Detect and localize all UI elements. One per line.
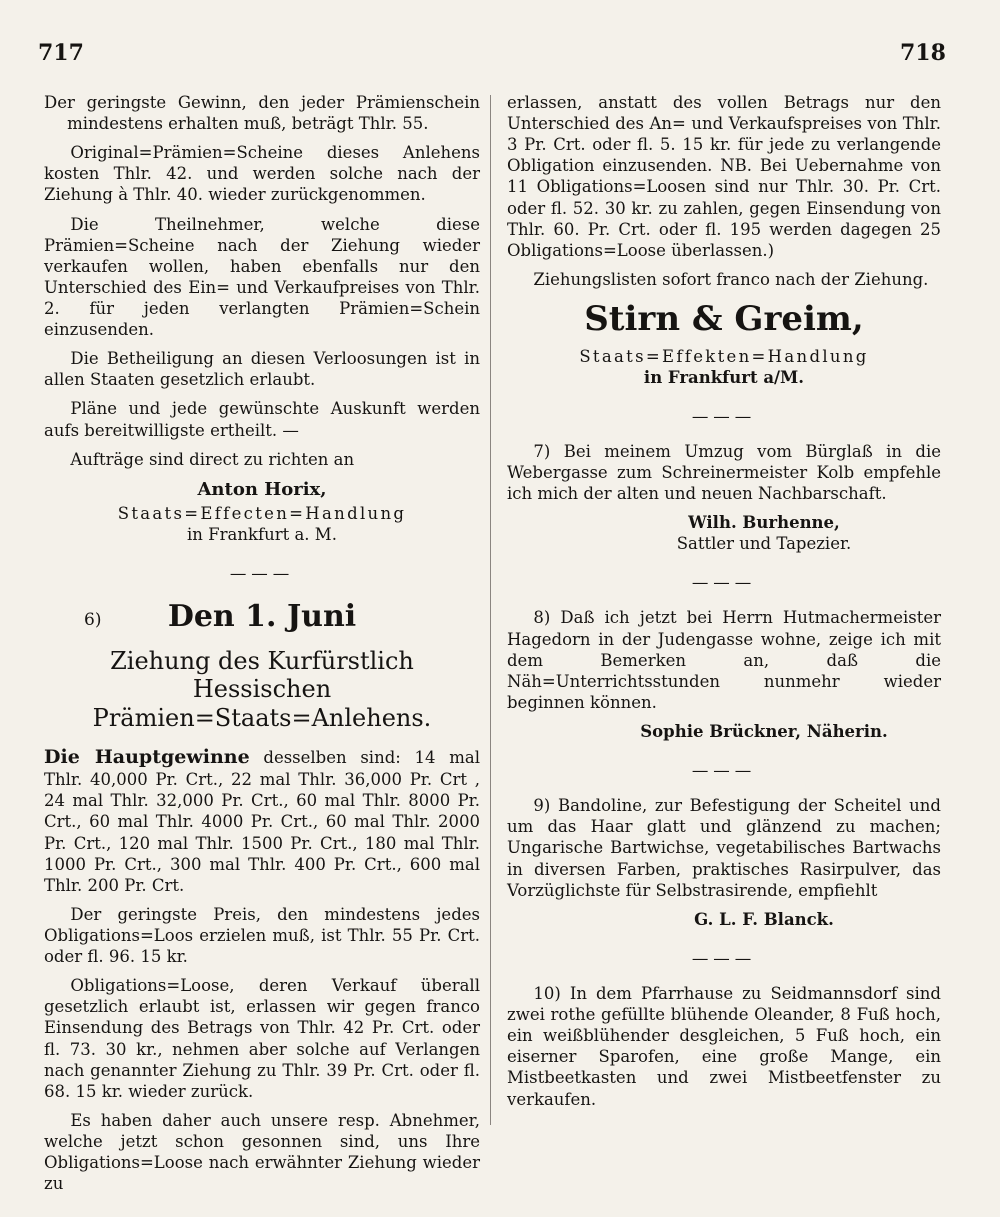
signature-name: G. L. F. Blanck. [694,909,834,929]
signature-firm: Staats=Effecten=Handlung [117,503,407,523]
paragraph: erlassen, anstatt des vollen Betrags nur den Unterschied des An= und Verkaufspreises von Thlr. 3 Pr. Crt. oder fl. 5. 15 kr. für jede zu verlangende Obligation einzusenden. NB. Bei Uebernahme von 11 Obligations=Loosen sind nur Thlr. 30. Pr. Crt. oder fl. 52. 30 kr. zu zahlen, gegen Einsendung von Thlr. 60. Pr. Crt. oder fl. 195 werden dagegen 25 Obligations=Loose überlassen.) [507,93,941,260]
paragraph: 9) Bandoline, zur Befestigung der Scheitel und um das Haar glatt und glänzend zu machen; Ungarische Bartwichse, vegetabilisches Bartwachs in diversen Farben, praktisches Rasirpulver, das Vorzüglichste für Selbstrasirende, empfiehlt [507,796,941,900]
signature-title: Sattler und Tapezier. [676,534,852,554]
page-number-left: 717 [38,40,84,66]
column-divider [490,95,491,1125]
firm-name: Stirn & Greim, [584,298,864,339]
paragraph: Ziehungslisten sofort franco nach der Ziehung. [533,269,929,289]
paragraph: Aufträge sind direct zu richten an [70,449,355,469]
paragraph-prizes [44,745,480,896]
paragraph: Die Theilnehmer, welche diese Prämien=Scheine nach der Ziehung wieder verkaufen wollen, haben ebenfalls nur den Unterschied des Ein= und Verkaufpreises von Thlr. 2. für jeden verlangten Prämien=Schein einzusenden. [44,214,480,340]
signature-name: Wilh. Burhenne, [688,513,840,533]
paragraph: 7) Bei meinem Umzug vom Bürglaß in die Webergasse zum Schreinermeister Kolb empfehle ich mich der alten und neuen Nachbarschaft. [507,441,941,504]
firm-city: in Frankfurt a/M. [643,367,805,387]
paragraph: Der geringste Preis, den mindestens jedes Obligations=Loos erzielen muß, ist Thlr. 55 Pr. Crt. oder fl. 96. 15 kr. [44,904,480,967]
section-divider: ——— [691,948,757,968]
firm-subtitle: Staats=Effekten=Handlung [579,346,869,366]
date-text: Den 1. Juni [167,599,357,635]
prizes-text: desselben sind: 14 mal Thlr. 40,000 Pr. Crt., 22 mal Thlr. 36,000 Pr. Crt , 24 mal Thlr. 32,000 Pr. Crt., 60 mal Thlr. 8000 Pr. Crt., 60 mal Thlr. 4000 Pr. Crt., 60 mal Thlr. 2000 Pr. Crt., 120 mal Thlr. 1500 Pr. Crt., 180 mal Thlr. 1000 Pr. Crt., 300 mal Thlr. 400 Pr. Crt., 600 mal Thlr. 200 Pr. Crt. [44,747,480,895]
paragraph: Pläne und jede gewünschte Auskunft werden aufs bereitwilligste ertheilt. — [44,399,480,440]
signature-city: in Frankfurt a. M. [187,524,337,544]
paragraph: 8) Daß ich jetzt bei Herrn Hutmachermeister Hagedorn in der Judengasse wohne, zeige ich mit dem Bemerken an, daß die Näh=Unterrichtsstunden nunmehr wieder beginnen können. [507,608,941,712]
paragraph: Obligations=Loose, deren Verkauf überall gesetzlich erlaubt ist, erlassen wir gegen franco Einsendung des Betrags von Thlr. 42 Pr. Crt. oder fl. 73. 30 kr., nehmen aber solche auf Verlangen nach genannter Ziehung zu Thlr. 39 Pr. Crt. oder fl. 68. 15 kr. wieder zurück. [44,976,480,1101]
right-column [507,92,941,1118]
prizes-label: Die Hauptgewinne [44,745,250,768]
paragraph: Die Betheiligung an diesen Verloosungen ist in allen Staaten gesetzlich erlaubt. [44,349,480,390]
heading-title: Ziehung des Kurfürstlich Hessischen Prämien=Staats=Anlehens. [92,646,432,733]
item-number: 6) [84,610,102,631]
paragraph: Es haben daher auch unsere resp. Abnehmer, welche jetzt schon gesonnen sind, uns Ihre Obligations=Loose nach erwähnter Ziehung wieder zu [44,1110,480,1194]
page-number-right: 718 [900,40,946,66]
section-divider: ——— [691,406,757,426]
heading-date [44,598,480,636]
section-divider: ——— [229,564,295,583]
section-divider: ——— [691,573,757,593]
signature-name: Anton Horix, [197,478,327,500]
paragraph: Original=Prämien=Scheine dieses Anlehens kosten Thlr. 42. und werden solche nach der Ziehung à Thlr. 40. wieder zurückgenommen. [44,143,480,205]
paragraph: 10) In dem Pfarrhause zu Seidmannsdorf sind zwei rothe gefüllte blühende Oleander, 8 Fuß hoch, ein weißblühender desgleichen, 5 Fuß hoch, ein eiserner Sparofen, eine große Mange, ein Mistbeetkasten und zwei Mistbeetfenster zu verkaufen. [507,984,941,1109]
paragraph: Der geringste Gewinn, den jeder Prämienschein mindestens erhalten muß, beträgt Thlr. 55. [44,93,480,134]
signature-name: Sophie Brückner, Näherin. [640,722,888,742]
left-column [44,92,480,1202]
section-divider: ——— [691,761,757,781]
